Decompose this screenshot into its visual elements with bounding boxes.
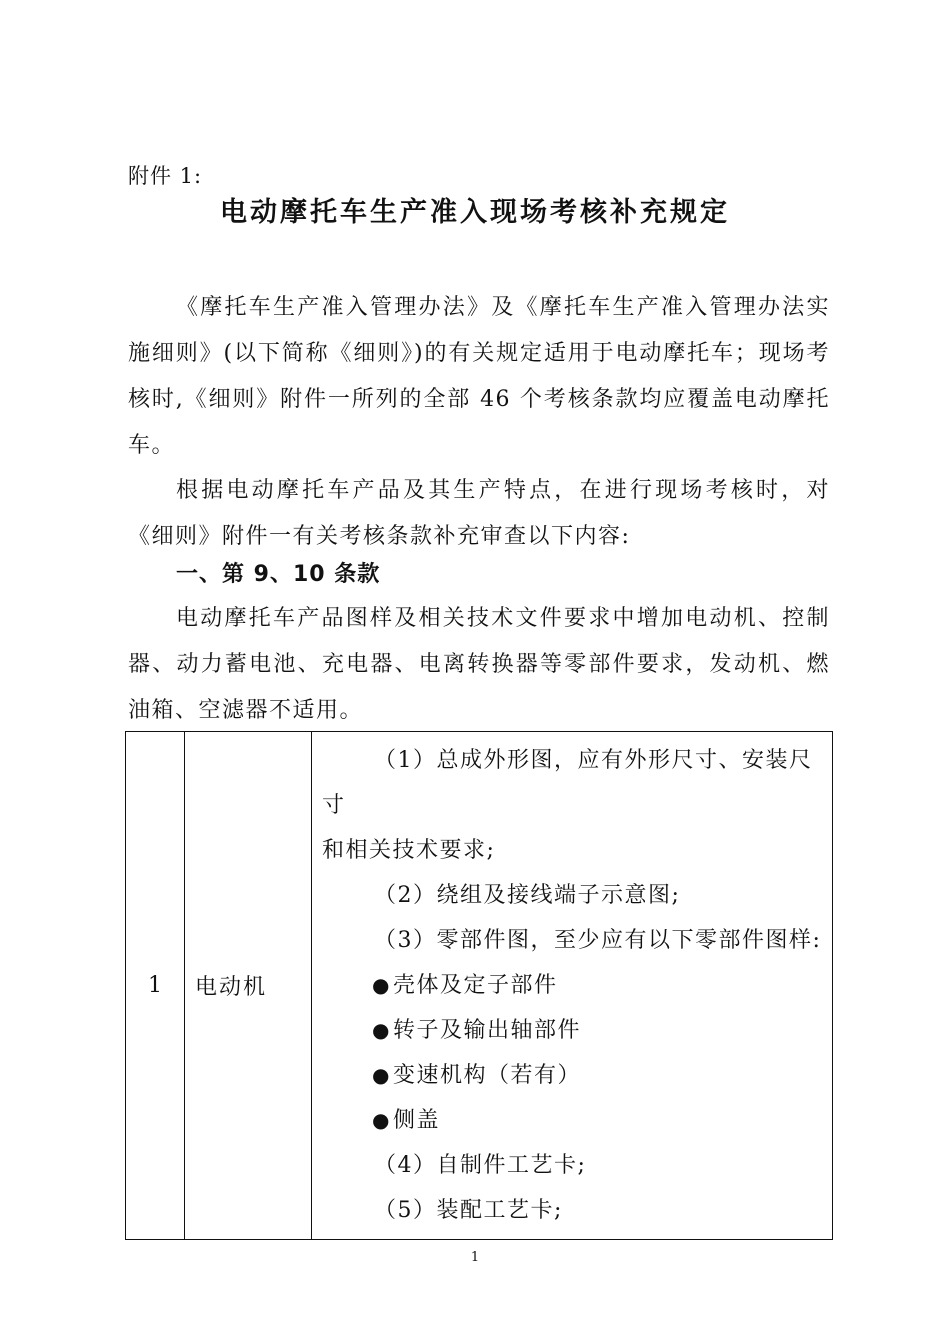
requirement-item: （2）绕组及接线端子示意图;	[374, 883, 681, 908]
document-title: 电动摩托车生产准入现场考核补充规定	[220, 197, 730, 228]
requirement-item: （3）零部件图，至少应有以下零部件图样:	[374, 928, 822, 953]
bullet-text: 壳体及定子部件	[392, 973, 558, 998]
bullet-item	[322, 1053, 826, 1098]
row-number: 1	[126, 732, 185, 1240]
requirement-item: （5）装配工艺卡;	[374, 1198, 563, 1223]
section-paragraph: 电动摩托车产品图样及相关技术文件要求中增加电动机、控制器、动力蓄电池、充电器、电离转换器等零部件要求，发动机、燃油箱、空滤器不适用。	[128, 606, 830, 723]
page-number: 1	[470, 1250, 480, 1265]
requirement-item: （4）自制件工艺卡;	[374, 1153, 587, 1178]
section-heading: 一、第 9、10 条款	[176, 562, 381, 587]
requirement-item: （1）总成外形图，应有外形尺寸、安装尺寸	[322, 748, 813, 818]
bullet-icon: ●	[372, 1108, 391, 1132]
bullet-item	[322, 1008, 826, 1053]
requirement-item-continued: 和相关技术要求;	[322, 838, 496, 863]
bullet-text: 转子及输出轴部件	[392, 1018, 581, 1043]
requirements-table	[125, 731, 833, 1240]
bullet-text: 变速机构（若有）	[392, 1063, 581, 1088]
basis-paragraph: 根据电动摩托车产品及其生产特点，在进行现场考核时，对《细则》附件一有关考核条款补充审查以下内容:	[128, 478, 830, 549]
intro-paragraph: 《摩托车生产准入管理办法》及《摩托车生产准入管理办法实施细则》(以下简称《细则》)的有关规定适用于电动摩托车；现场考核时,《细则》附件一所列的全部 46 个考核条款均应覆盖电动摩托车。	[128, 295, 830, 458]
component-name: 电动机	[185, 732, 312, 1240]
table-row	[126, 732, 833, 1240]
bullet-item	[322, 963, 826, 1008]
bullet-icon: ●	[372, 973, 391, 997]
requirements-cell	[312, 732, 833, 1240]
bullet-icon: ●	[372, 1063, 391, 1087]
bullet-text: 侧盖	[392, 1108, 440, 1133]
bullet-item	[322, 1098, 826, 1143]
bullet-icon: ●	[372, 1018, 391, 1042]
attachment-label: 附件 1:	[128, 164, 203, 188]
